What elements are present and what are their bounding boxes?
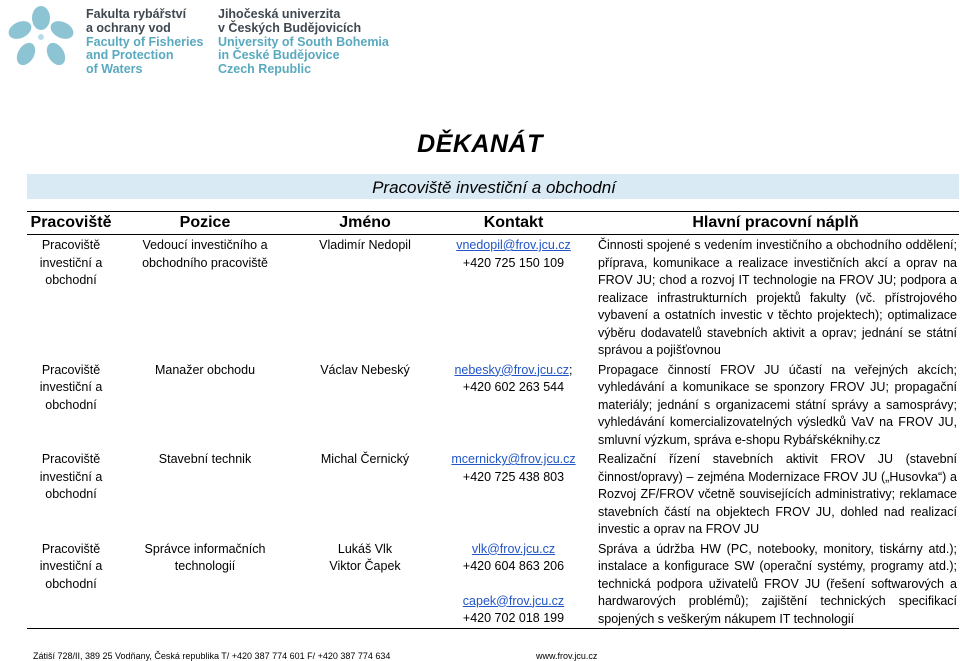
email-link[interactable]: vlk@frov.jcu.cz [471,541,556,556]
position-cell: Správce informačních technologií [115,539,295,629]
contact-cell [435,235,592,360]
email-link[interactable]: capek@frov.jcu.cz [462,593,565,608]
duties-cell: Realizační řízení stavebních aktivit FROV JU (stavební činnost/opravy) – zejména Modernizace FROV JU („Husovka“) a Rozvoj ZF/FROV včetně souvisejících administrativy; reklamace stavebních částí na objektech FROV JU, dohled nad realizací investic a oprav na FROV JU [598,452,957,536]
staff-table [27,211,959,629]
workplace-cell: Pracoviště investiční a obchodní [39,238,103,287]
university-line: Czech Republic [218,62,312,77]
duties-cell: Propagace činností FROV JU účastí na veřejných akcích; vyhledávání a komunikace se sponzory FROV JU; propagační materiály; jednání s organizacemi státní správy a samosprávy; vyhledávání komercializovatelných výsledků VaV na FROV JU, smluvní výzkum, správa e-shopu Rybářskéknihy.cz [598,362,957,447]
phone-number: +420 604 863 206 [462,559,565,573]
email-link[interactable]: mcernicky@frov.jcu.cz [451,452,576,466]
name-cell [295,539,435,629]
table-row [27,539,959,629]
university-line: Jihočeská univerzita [218,7,341,21]
contact-cell [435,539,592,629]
duties-cell: Správa a údržba HW (PC, notebooky, monitory, tiskárny atd.); instalace a konfigurace SW (operační systémy, programy atd.); technická podpora uživatelů FROV JU (řešení softwarových a hardwarových problémů); zajištění technických specifikací spojených s veškerým nákupem IT technologií [592,539,959,629]
faculty-line: of Waters [86,62,143,77]
workplace-cell: Pracoviště investiční a obchodní [39,452,103,501]
column-header-name: Jméno [295,212,435,235]
phone-number: +420 725 438 803 [462,469,565,484]
phone-number: +420 602 263 544 [462,380,565,394]
column-header-position: Pozice [115,212,295,235]
table-row [27,449,959,539]
flower-logo-icon [4,4,78,70]
person-name: Viktor Čapek [329,559,401,573]
page-title: DĚKANÁT [417,130,543,158]
faculty-line: Faculty of Fisheries [86,34,204,49]
faculty-line: a ochrany vod [86,20,171,35]
university-line: v Českých Budějovicích [218,20,362,35]
name-cell: Václav Nebeský [320,362,410,377]
email-link[interactable]: nebesky@frov.jcu.cz [454,362,570,377]
column-header-workplace: Pracoviště [27,212,115,235]
position-cell: Stavební technik [158,452,252,466]
section-subtitle: Pracoviště investiční a obchodní [372,178,616,197]
duties-cell: Činnosti spojené s vedením investičního a obchodního oddělení; příprava, komunikace a realizace investičních akcí a oprav na FROV JU; chod a rozvoj IT technologie na FROV JU; podpora a realizace infrastrukturních projektů fakulty (vč. přístrojového vybavení a ostatních investic v těchto projektech); optimalizace výběru dodavatelů stavebních aktivit a oprav; jednání se státní správou a pojišťovnou [598,238,957,357]
university-line: in České Budějovice [218,48,340,63]
faculty-line: and Protection [86,48,174,63]
email-link[interactable]: vnedopil@frov.jcu.cz [456,238,571,252]
column-header-duties: Hlavní pracovní náplň [592,212,959,235]
name-cell: Michal Černický [320,452,410,466]
position-cell: Manažer obchodu [154,362,256,377]
table-row [27,360,959,450]
phone-number: +420 725 150 109 [462,255,565,270]
person-name: Lukáš Vlk [337,541,393,556]
university-name [218,8,389,77]
footer-address: Zátiší 728/II, 389 25 Vodňany, Česká republika T/ +420 387 774 601 F/ +420 387 774 634 [33,651,391,661]
email-separator: ; [569,362,573,377]
workplace-cell: Pracoviště investiční a obchodní [39,362,103,412]
name-cell: Vladimír Nedopil [319,238,411,252]
phone-number: +420 702 018 199 [462,611,565,625]
table-header-row [27,212,959,235]
faculty-line: Fakulta rybářství [86,7,187,21]
table-row [27,235,959,360]
faculty-name [86,8,203,77]
position-cell: Vedoucí investičního a obchodního pracoviště [142,238,268,270]
contact-cell [435,360,592,450]
column-header-contact: Kontakt [435,212,592,235]
footer-website: www.frov.jcu.cz [536,651,598,661]
university-line: University of South Bohemia [218,34,389,49]
workplace-cell: Pracoviště investiční a obchodní [27,539,115,629]
contact-cell [435,449,592,539]
